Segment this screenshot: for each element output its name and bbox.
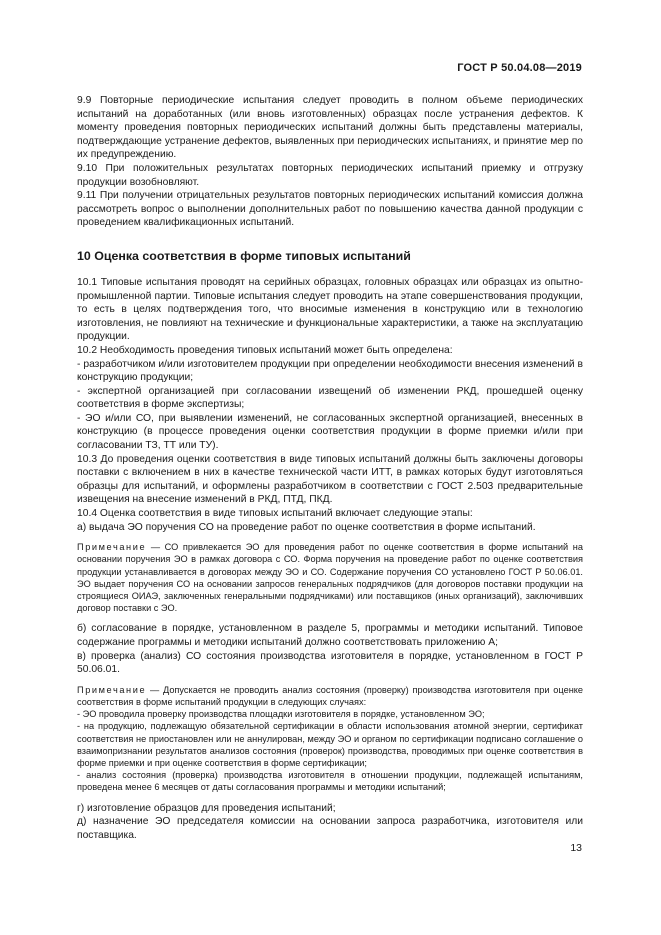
list-item: - ЭО и/или СО, при выявлении изменений, не согласованных экспертной организацией, внесенных в конструкцию (в процессе проведения оценки соответствия продукции в форме приемки и/или при согласовании ТЗ, ТТ или ТУ).: [77, 412, 583, 452]
note-text: [77, 541, 583, 614]
section-title: 10 Оценка соответствия в форме типовых испытаний: [77, 248, 411, 263]
note-list-item: - на продукцию, подлежащую обязательной сертификации в области использования атомной энергии, сертификат соответствия не приостановлен или не аннулирован, между ЭО и органом по сертификации подписано соглашение о взаимопризнании результатов анализов состояния (проверок) производства, проводимых при оценке соответствия в форме приемки и при оценке соответствия в форме сертификации;: [77, 721, 583, 769]
page-number: 13: [570, 842, 582, 854]
note-label: Примечание: [77, 542, 147, 553]
list-item: д) назначение ЭО председателя комиссии на основании запроса разработчика, изготовителя или поставщика.: [77, 816, 583, 841]
list-item: - экспертной организацией при согласовании извещений об изменении РКД, прошедшей оценку соответствия в форме экспертизы;: [77, 385, 583, 411]
standard-header: ГОСТ Р 50.04.08—2019: [457, 62, 582, 74]
list-item: а) выдача ЭО поручения СО на проведение работ по оценке соответствия в форме испытаний.: [77, 521, 536, 533]
note-list-item: - анализ состояния (проверка) производства изготовителя в отношении продукции, подлежащей испытаниям, проведена менее 6 месяцев от даты согласования программы и методики испытаний;: [77, 770, 583, 793]
note-label: Примечание: [77, 684, 147, 695]
paragraph-10-3: 10.3 До проведения оценки соответствия в виде типовых испытаний должны быть заключены договоры поставки с включением в них в качестве технической части ИТТ, в рамках которых будут изготовляться образцы для испытаний, и оформлены разработчиком в соответствии с ГОСТ 2.503 предварительные извещения на внесение изменений в РКД, ПТД, ПКД.: [77, 453, 583, 506]
list-item: в) проверка (анализ) СО состояния производства изготовителя в порядке, установленном в ГОСТ Р 50.06.01.: [77, 650, 583, 676]
paragraph-10-1: 10.1 Типовые испытания проводят на серийных образцах, головных образцах или образцах из опытно-промышленной партии. Типовые испытания следует проводить на этапе совершенствования продукции, то есть в целях подтверждения того, что вносимые изменения в конструкцию или в технологию изготовления, не повлияют на технические и функциональные характеристики, а также на эксплуатацию продукции.: [77, 276, 583, 343]
paragraph-9-11: 9.11 При получении отрицательных результатов повторных периодических испытаний комиссия должна рассмотреть вопрос о выполнении дополнительных работ по повышению качества данной продукции с проведением квалификационных испытаний.: [77, 190, 583, 229]
note-block-2: [77, 684, 583, 794]
note-body: — Допускается не проводить анализ состояния (проверку) производства изготовителя при оценке соответствия в форме испытаний продукции в следующих случаях:: [77, 684, 583, 708]
page-content: [77, 94, 583, 842]
paragraph-9-10: 9.10 При положительных результатах повторных периодических испытаний приемку и отгрузку продукции возобновляют.: [77, 162, 583, 188]
paragraph-9-9: 9.9 Повторные периодические испытания следует проводить в полном объеме периодических испытаний на доработанных (или вновь изготовленных) образцах после устранения дефектов. К моменту проведения повторных периодических испытаний должны быть представлены материалы, подтверждающие устранение дефектов, выявленных при периодических испытаниях, и принятие мер по их предупреждению.: [77, 95, 583, 161]
paragraph-10-2: 10.2 Необходимость проведения типовых испытаний может быть определена:: [77, 344, 453, 356]
note-body: — СО привлекается ЭО для проведения работ по оценке соответствия в форме испытаний на основании поручения ЭО в рамках договора с СО. Форма поручения на проведение работ по оценке соответствия продукции устанавливается в договорах между ЭО и СО. Содержание поручения СО установлено ГОСТ Р 50.06.01. ЭО выдает поручения СО на основании запросов генеральных подрядчиков (для договоров поставки продукции на строящиеся ОИАЭ, заключенных генеральными подрядчиками) или поставщиков (иных организаций), заключивших договор поставки с ЭО.: [77, 542, 583, 614]
note-text: [77, 684, 583, 708]
list-item: г) изготовление образцов для проведения испытаний;: [77, 802, 336, 814]
list-item: - разработчиком и/или изготовителем продукции при определении необходимости внесения изменений в конструкцию продукции;: [77, 358, 583, 384]
list-item: б) согласование в порядке, установленном в разделе 5, программы и методики испытаний. Типовое содержание программы и методики испытаний должно соответствовать приложению А;: [77, 623, 583, 649]
note-list-item: - ЭО проводила проверку производства площадки изготовителя в порядке, установленном ЭО;: [77, 709, 485, 720]
note-block-1: [77, 541, 583, 614]
paragraph-10-4: 10.4 Оценка соответствия в виде типовых испытаний включает следующие этапы:: [77, 508, 473, 520]
